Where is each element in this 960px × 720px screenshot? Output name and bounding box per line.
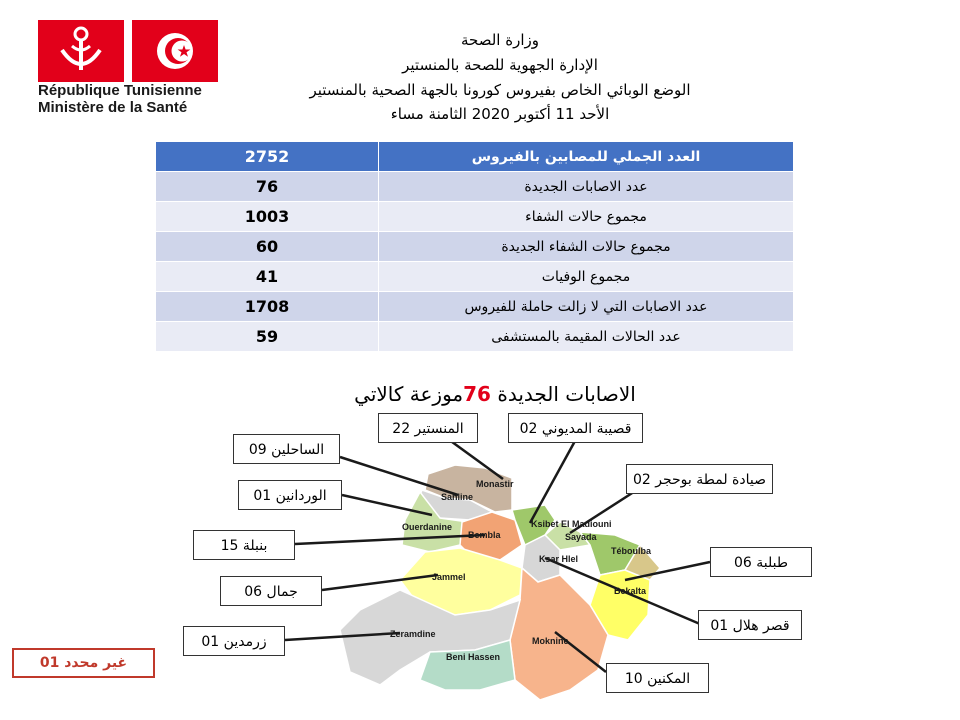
stat-label: عدد الاصابات التي لا زالت حاملة للفيروس [379,292,794,322]
undetermined-box: غير محدد 01 [12,648,155,678]
stat-value: 41 [156,262,379,292]
stat-value: 1003 [156,202,379,232]
place-jammel: Jammel [432,572,466,582]
place-ksar-hlel: Ksar Hlel [539,554,579,564]
stat-label: عدد الاصابات الجديدة [379,172,794,202]
callout-monastir: المنستير 22 [378,413,478,443]
place-bembla: Bembla [468,530,501,540]
header-date: الأحد 11 أكتوبر 2020 الثامنة مساء [390,105,610,123]
map-title-after: موزعة كالاتي [354,382,464,406]
callout-ksar-hlel: قصر هلال 01 [698,610,802,640]
header-ministry: وزارة الصحة [461,31,539,49]
logo-line-1: République Tunisienne [38,82,202,99]
callout-jammel: جمال 06 [220,576,322,606]
place-monastir: Monastir [476,479,514,489]
place-ksibet: Ksibet El Madiouni [531,519,612,529]
callout-ouerdanine: الوردانين 01 [238,480,342,510]
callout-ksibet: قصيبة المديوني 02 [508,413,643,443]
place-bekalta: Bekalta [614,586,647,596]
stat-value: 60 [156,232,379,262]
stat-label: مجموع حالات الشفاء الجديدة [379,232,794,262]
place-teboulba: Téboulba [611,546,651,556]
stat-label: مجموع حالات الشفاء [379,202,794,232]
header-directorate: الإدارة الجهوية للصحة بالمنستير [402,56,598,74]
callout-zeramdine: زرمدين 01 [183,626,285,656]
place-ouerdanine: Ouerdanine [402,522,453,532]
place-zeramdine: Zeramdine [390,629,436,639]
place-beni-hassen: Beni Hassen [446,652,501,662]
stat-label: العدد الجملي للمصابين بالفيروس [379,142,794,172]
header-subject: الوضع الوبائي الخاص بفيروس كورونا بالجهة الصحية بالمنستير [309,81,691,99]
stat-label: مجموع الوفيات [379,262,794,292]
stat-value: 76 [156,172,379,202]
place-moknine: Moknine [532,636,569,646]
map-title-before: الاصابات الجديدة [490,382,636,406]
callout-bekalta: طبلبة 06 [710,547,812,577]
stat-value: 1708 [156,292,379,322]
callout-sahline: الساحلين 09 [233,434,340,464]
stat-label: عدد الحالات المقيمة بالمستشفى [379,322,794,352]
callout-moknine: المكنين 10 [606,663,709,693]
logo-line-2: Ministère de la Santé [38,99,188,116]
place-sayada: Sayada [565,532,597,542]
callout-sayada: صيادة لمطة بوحجر 02 [626,464,773,494]
map-title-number: 76 [463,382,491,406]
stat-value: 59 [156,322,379,352]
leader-line-ksibet [530,441,575,523]
callout-bembla: بنبلة 15 [193,530,295,560]
place-sahline: Sahline [441,492,474,502]
stat-value: 2752 [156,142,379,172]
